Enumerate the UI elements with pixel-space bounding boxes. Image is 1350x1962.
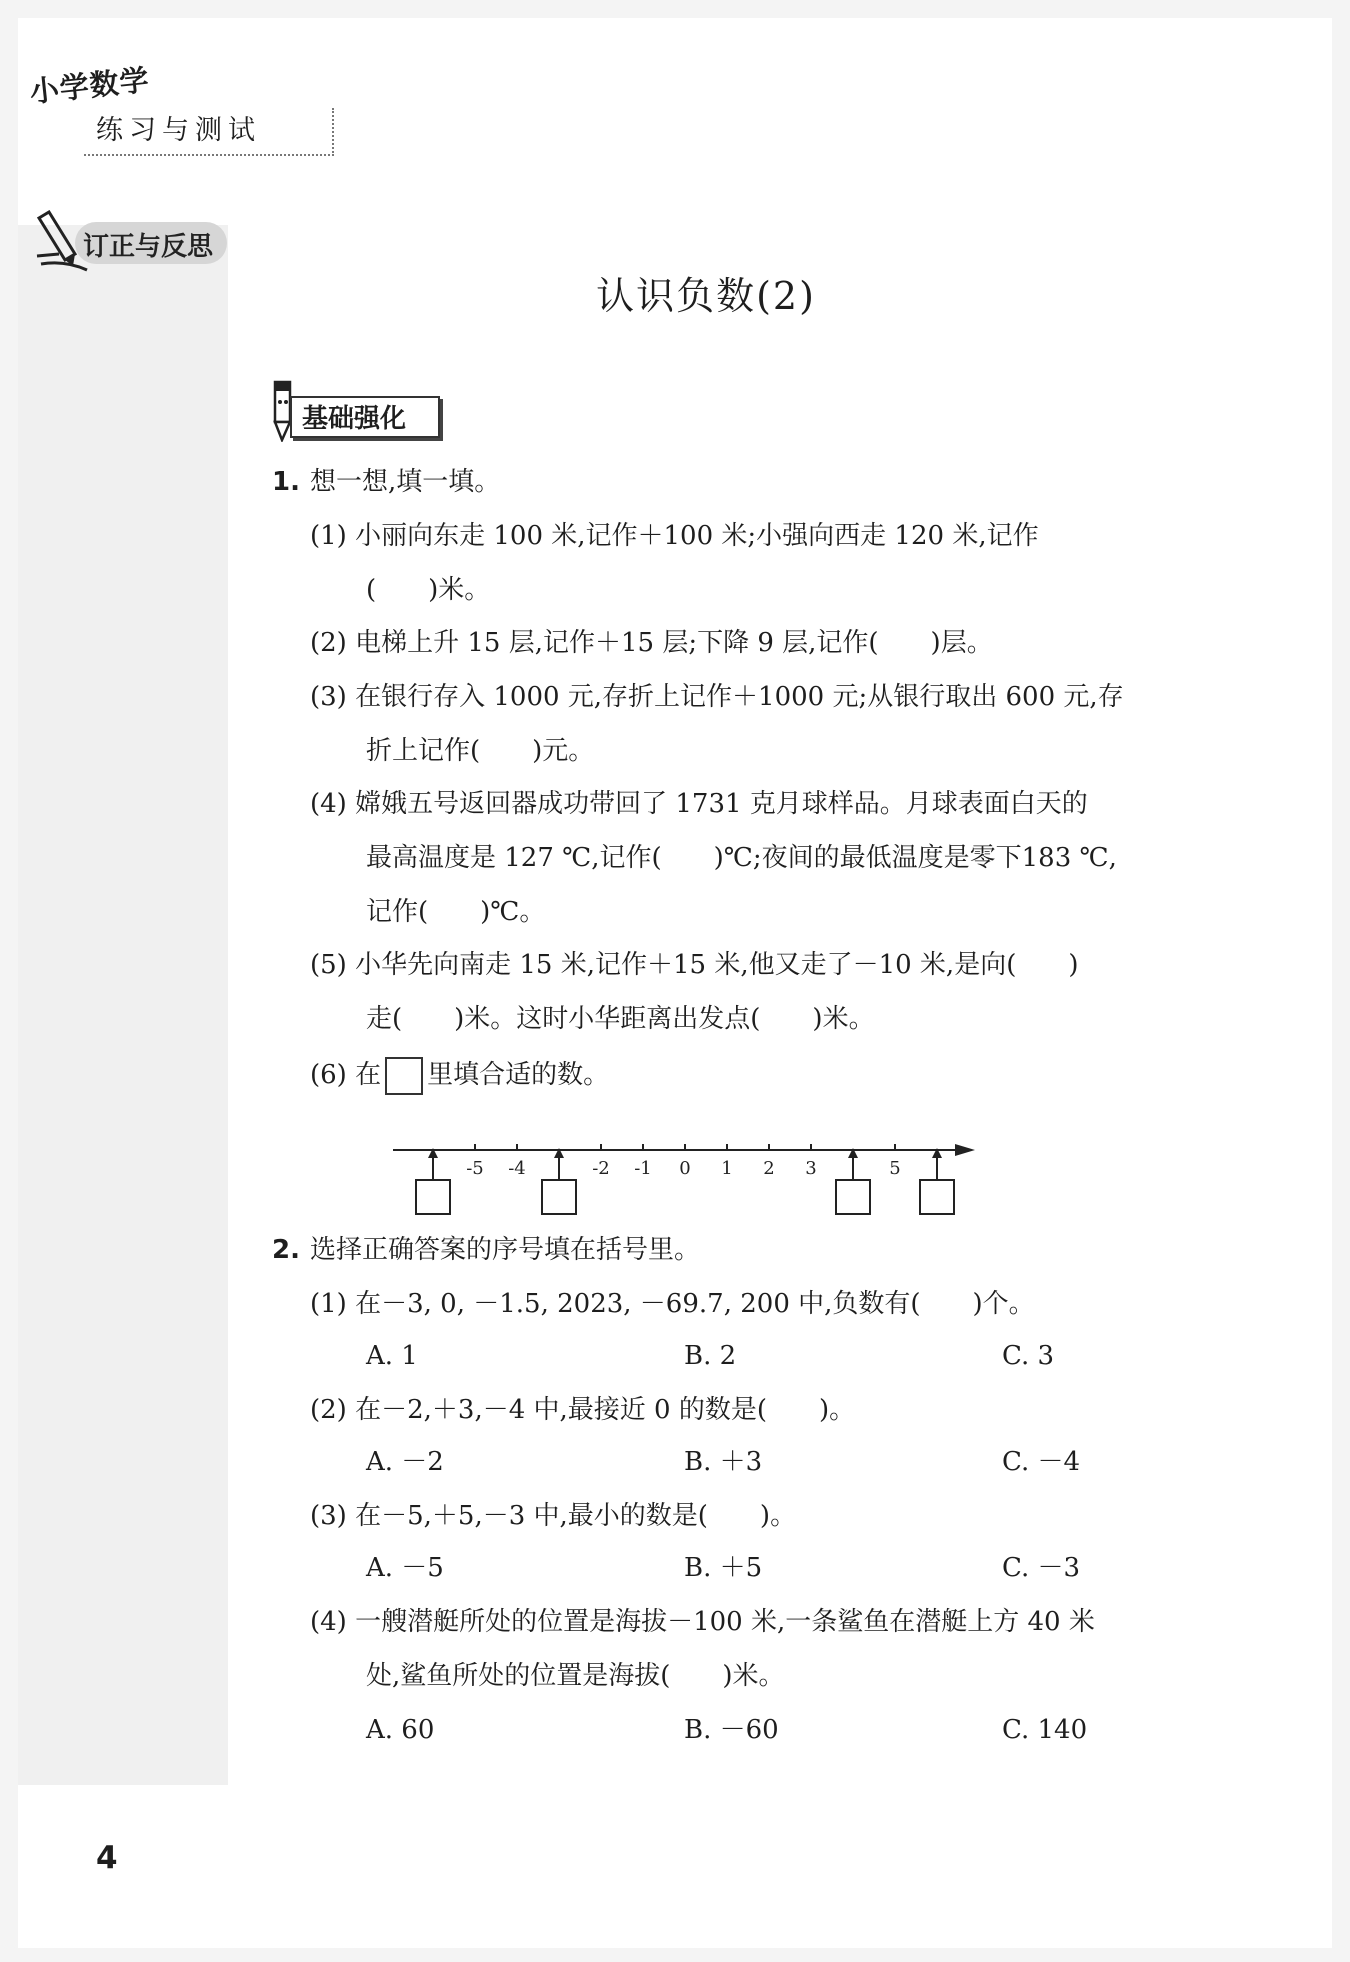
number-line bbox=[385, 1130, 1005, 1220]
q2-item-3-options bbox=[366, 1550, 1226, 1586]
q1-item-6-suffix: 里填合适的数。 bbox=[427, 1060, 610, 1090]
option-b: B. －60 bbox=[684, 1715, 779, 1745]
page-title: 认识负数(2) bbox=[596, 274, 816, 318]
option-a: A. 1 bbox=[366, 1341, 418, 1371]
number-line-tick-label: 2 bbox=[763, 1158, 775, 1179]
answer-box bbox=[920, 1180, 954, 1214]
question-text: 想一想,填一填。 bbox=[309, 467, 501, 497]
option-a: A. 60 bbox=[366, 1715, 435, 1745]
option-c: C. 140 bbox=[1002, 1715, 1088, 1745]
q1-item-1-line-1: (1) 小丽向东走 100 米,记作＋100 米;小强向西走 120 米,记作 bbox=[310, 521, 1039, 551]
q2-item-4-options bbox=[366, 1712, 1226, 1748]
number-line-tick-label: 3 bbox=[805, 1158, 817, 1179]
number-line-tick-label: -2 bbox=[592, 1158, 610, 1179]
q1-item-1-line-2: ( )米。 bbox=[366, 575, 491, 605]
number-line-tick-label: 1 bbox=[721, 1158, 733, 1179]
answer-box bbox=[836, 1180, 870, 1214]
inline-answer-box bbox=[385, 1057, 423, 1095]
number-line-tick-label: -4 bbox=[508, 1158, 526, 1179]
question-number: 1. bbox=[272, 467, 300, 497]
option-a: A. －2 bbox=[366, 1447, 444, 1477]
q1-item-3-line-1: (3) 在银行存入 1000 元,存折上记作＋1000 元;从银行取出 600 元,存 bbox=[310, 682, 1124, 712]
q2-item-3: (3) 在－5,＋5,－3 中,最小的数是( )。 bbox=[310, 1501, 797, 1531]
number-line-tick-label: 5 bbox=[889, 1158, 901, 1179]
q2-item-4-line-2: 处,鲨鱼所处的位置是海拔( )米。 bbox=[366, 1661, 785, 1691]
q2-item-4-line-1: (4) 一艘潜艇所处的位置是海拔－100 米,一条鲨鱼在潜艇上方 40 米 bbox=[310, 1607, 1095, 1637]
q2-item-1-options bbox=[366, 1338, 1226, 1374]
q1-item-2: (2) 电梯上升 15 层,记作＋15 层;下降 9 层,记作( )层。 bbox=[310, 628, 993, 658]
correction-badge-label: 订正与反思 bbox=[83, 232, 214, 262]
number-line-tick-label: 0 bbox=[679, 1158, 691, 1179]
number-line-tick-label: -5 bbox=[466, 1158, 484, 1179]
q1-item-6 bbox=[310, 1057, 609, 1095]
q1-item-3-line-2: 折上记作( )元。 bbox=[366, 736, 595, 766]
q1-item-5-line-1: (5) 小华先向南走 15 米,记作＋15 米,他又走了－10 米,是向( ) bbox=[310, 950, 1079, 980]
question-number: 2. bbox=[272, 1235, 300, 1265]
answer-box bbox=[416, 1180, 450, 1214]
option-c: C. 3 bbox=[1002, 1341, 1055, 1371]
q2-item-2: (2) 在－2,＋3,－4 中,最接近 0 的数是( )。 bbox=[310, 1395, 856, 1425]
question-1 bbox=[272, 464, 500, 500]
option-c: C. －4 bbox=[1002, 1447, 1081, 1477]
question-2 bbox=[272, 1232, 700, 1268]
q2-item-1: (1) 在－3, 0, －1.5, 2023, －69.7, 200 中,负数有( )个。 bbox=[310, 1289, 1035, 1319]
q1-item-4-line-1: (4) 嫦娥五号返回器成功带回了 1731 克月球样品。月球表面白天的 bbox=[310, 789, 1088, 819]
number-line-arrowhead bbox=[955, 1144, 975, 1156]
q1-item-4-line-3: 记作( )℃。 bbox=[366, 897, 546, 927]
option-c: C. －3 bbox=[1002, 1553, 1081, 1583]
q2-item-2-options bbox=[366, 1444, 1226, 1480]
q1-item-5-line-2: 走( )米。这时小华距离出发点( )米。 bbox=[366, 1004, 875, 1034]
q1-item-6-prefix: (6) 在 bbox=[310, 1060, 382, 1090]
series-subtitle: 练习与测试 bbox=[84, 108, 334, 156]
correction-sidebar bbox=[18, 225, 228, 1785]
option-b: B. ＋5 bbox=[684, 1553, 763, 1583]
option-b: B. 2 bbox=[684, 1341, 737, 1371]
option-b: B. ＋3 bbox=[684, 1447, 763, 1477]
option-a: A. －5 bbox=[366, 1553, 444, 1583]
series-brand: 小学数学 bbox=[28, 62, 152, 110]
page-number: 4 bbox=[96, 1840, 118, 1876]
number-line-tick-label: -1 bbox=[634, 1158, 652, 1179]
q1-item-4-line-2: 最高温度是 127 ℃,记作( )℃;夜间的最低温度是零下183 ℃, bbox=[366, 843, 1117, 873]
section-title: 基础强化 bbox=[302, 404, 407, 434]
question-text: 选择正确答案的序号填在括号里。 bbox=[309, 1235, 700, 1265]
correction-badge bbox=[35, 216, 231, 272]
answer-box bbox=[542, 1180, 576, 1214]
